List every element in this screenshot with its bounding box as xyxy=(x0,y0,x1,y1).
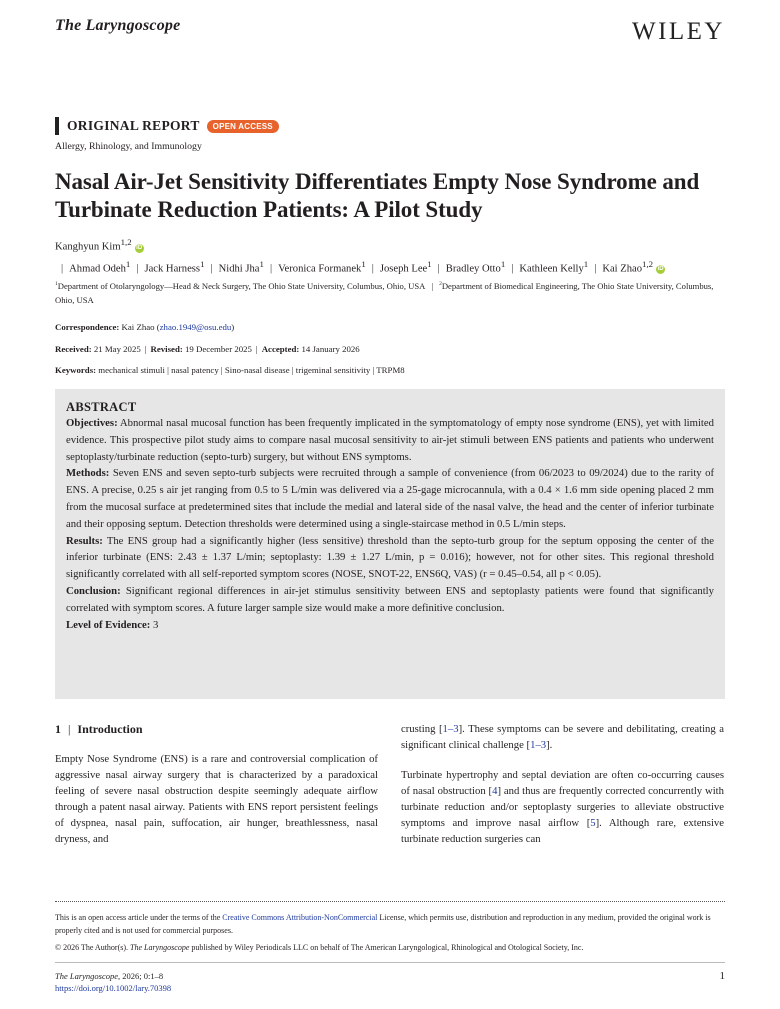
section-title: Introduction xyxy=(77,722,143,736)
license-link[interactable]: Creative Commons Attribution-NonCommercial xyxy=(222,913,378,922)
author-affiliation: 1 xyxy=(583,258,589,269)
body-text: Turbinate hypertrophy and septal deviation are often co-occurring causes of nasal obstruction [ xyxy=(401,769,724,797)
abstract-conclusion xyxy=(66,583,714,617)
article-title: Nasal Air-Jet Sensitivity Differentiates Empty Nose Syndrome and Turbinate Reduction Patients: A Pilot Study xyxy=(55,169,700,222)
methods-label: Methods: xyxy=(66,467,110,480)
article-type-label: ORIGINAL REPORT xyxy=(67,118,200,133)
received-label: Received: xyxy=(55,344,92,354)
body-text: ] and thus are frequently corrected concurrently with turbinate reduction and/or septoplasty surgeries to alleviate obstructive symptoms and improve nasal airflow [ xyxy=(401,785,724,829)
section-number: 1 xyxy=(55,722,61,736)
license-text: License, which permits use, distribution and reproduction in any medium, provided the original work is properly cited and is not used for commercial purposes. xyxy=(55,913,711,935)
abstract-objectives xyxy=(66,415,714,465)
keywords-value: mechanical stimuli | nasal patency | Sino-nasal disease | trigeminal sensitivity | TRPM8 xyxy=(98,365,405,375)
author-separator: | xyxy=(269,263,273,275)
author-name[interactable]: Veronica Formanek xyxy=(278,263,362,275)
author-name[interactable]: Nidhi Jha xyxy=(218,263,260,275)
body-paragraph xyxy=(401,767,724,847)
level-value: 3 xyxy=(152,618,159,631)
conclusion-text: Significant regional differences in air-jet stimulus sensitivity between ENS and septoplasty patients were found that significantly correlated with symptom scores. A future larger sample size would make a more definitive conclusion. xyxy=(66,584,714,614)
received-date: 21 May 2025 xyxy=(93,344,141,354)
author-name[interactable]: Joseph Lee xyxy=(379,263,428,275)
bottom-divider xyxy=(55,962,725,963)
author-name[interactable]: Bradley Otto xyxy=(445,263,501,275)
affiliation-2: Department of Biomedical Engineering, The Ohio State University, Columbus, Ohio, USA xyxy=(55,280,714,305)
reference-link[interactable]: 1–3 xyxy=(442,723,459,735)
affiliation-number: 1 xyxy=(55,281,58,287)
affiliation-number: 2 xyxy=(439,281,442,287)
author-separator: | xyxy=(511,263,514,275)
body-paragraph: Empty Nose Syndrome (ENS) is a rare and controversial complication of aggressive nasal airway surgery that is characterized by a paradoxical feeling of severe nasal obstruction despite seemingly adequate airflow through a patent nasal airway. Patients with ENS report persistent feelings of dyspnea, nasal pain, suffocation, air hunger, breathlessness, nasal dryness, and xyxy=(55,753,378,845)
correspondence xyxy=(55,322,234,332)
author-affiliation: 1 xyxy=(361,258,366,269)
author-name[interactable]: Jack Harness xyxy=(144,263,201,275)
body-text: crusting [ xyxy=(401,723,443,735)
journal-name: The Laryngoscope xyxy=(55,17,181,34)
revised-label: Revised: xyxy=(150,344,183,354)
author-separator: | xyxy=(371,263,374,275)
author-separator: | xyxy=(437,263,440,275)
accent-bar xyxy=(55,117,59,135)
author-affiliation: 1 xyxy=(427,258,432,269)
affiliation-1: Department of Otolaryngology—Head & Neck Surgery, The Ohio State University, Columbus, Ohio, USA xyxy=(57,280,426,291)
citation-journal: The Laryngoscope, xyxy=(55,971,121,981)
author-affiliation: 1 xyxy=(259,258,264,269)
author-name[interactable]: Kathleen Kelly xyxy=(519,263,584,275)
keywords-label: Keywords: xyxy=(55,365,97,375)
correspondence-email-link[interactable]: zhao.1949@osu.edu xyxy=(159,322,232,332)
accepted-label: Accepted: xyxy=(261,344,300,354)
citation-volume: 2026; 0:1–8 xyxy=(120,971,164,981)
author-affiliation: 1 xyxy=(125,258,131,269)
revised-date: 19 December 2025 xyxy=(184,344,252,354)
results-text: The ENS group had a significantly higher (less sensitive) threshold than the septo-turb group for the septum opposing the center of the inferior turbinate (ENS: 2.43 ± 1.37 L/min; septoplasty: 1.39 ± 1.27 L/min, p = 0.016); however, not for other sites. This regional threshold significantly correlated with all self-reported symptom scores (NOSE, SNOT-22, ENS6Q, VAS) (r = 0.45–0.54, all p < 0.05). xyxy=(66,534,714,581)
affiliations: $^1$Department of Otolaryngology—Head & Neck Surgery, The Ohio State University, Columbus, Ohio, USA | $^2$Department of Biomedical Engineering, The Ohio State University, Columbus, Ohio, USA xyxy=(55,280,714,305)
author-affiliation: 1 xyxy=(500,258,506,269)
author-separator: | xyxy=(61,263,64,275)
author-separator: | xyxy=(210,263,213,275)
copyright-note xyxy=(55,941,725,954)
author-name[interactable]: Kai Zhao xyxy=(602,263,643,275)
citation-block xyxy=(55,970,171,994)
body-text: ]. Although rare, extensive turbinate reduction surgeries can xyxy=(401,817,724,845)
author-affiliation: 1 xyxy=(200,258,205,269)
reference-link[interactable]: 1–3 xyxy=(530,739,547,751)
author-name[interactable]: Ahmad Odeh xyxy=(69,263,126,275)
author-separator: | xyxy=(136,263,139,275)
body-column-left xyxy=(55,721,378,847)
section-heading: 1 | Introduction xyxy=(55,722,143,736)
correspondence-name: Kai Zhao ( xyxy=(121,322,160,332)
body-text: ]. xyxy=(546,739,553,751)
article-dates: Received: 21 May 2025 | Revised: 19 December 2025 | Accepted: 14 January 2026 xyxy=(55,344,360,354)
correspondence-label: Correspondence: xyxy=(55,322,120,332)
footer-divider xyxy=(55,901,725,902)
page-number: 1 xyxy=(719,970,725,982)
objectives-text: Abnormal nasal mucosal function has been frequently implicated in the symptomatology of empty nose syndrome (ENS), yet with limited evidence. This prospective pilot study aims to compare nasal mucosal sensitivity to air-jet stimuli between ENS patients and patients who underwent septoplasty/turbinate reduction (septo-turb) surgery, but without ENS symptoms. xyxy=(66,417,714,463)
abstract-methods xyxy=(66,465,714,532)
copyright-journal: The Laryngoscope xyxy=(130,943,190,952)
publisher-logo: WILEY xyxy=(631,18,725,45)
keywords xyxy=(55,365,405,375)
author-affiliation: 1,2 xyxy=(642,258,654,269)
results-label: Results: xyxy=(66,534,103,547)
accepted-date: 14 January 2026 xyxy=(301,344,360,354)
methods-text: Seven ENS and seven septo-turb subjects were recruited through a sample of convenience (from 06/2023 to 09/2024) due to the rarity of ENS. A precise, 0.25 s air jet ranging from 0.5 to 5 L/min was delivered via a 25-gage microcannula, with a 0.4 × 1.6 mm side opening placed 2 mm from the mucosal surface at predetermined sites that include the medial and lateral side of the nasal valve, the head and the center of inferior turbinate and their opposing septum. Detection thresholds were determined using a single-staircase method in 0.5 L/min steps. xyxy=(66,467,715,530)
body-paragraph xyxy=(401,721,724,753)
abstract-box xyxy=(55,389,725,699)
copyright-text: © 2026 The Author(s). xyxy=(55,943,131,952)
license-text: This is an open access article under the terms of the xyxy=(55,913,223,922)
level-label: Level of Evidence: xyxy=(66,618,151,631)
conclusion-label: Conclusion: xyxy=(66,584,121,597)
abstract-results xyxy=(66,533,714,583)
author-separator: | xyxy=(594,263,597,275)
objectives-label: Objectives: xyxy=(66,417,118,429)
copyright-text: published by Wiley Periodicals LLC on behalf of The American Laryngological, Rhinological and Otological Society, Inc. xyxy=(189,943,584,952)
license-note xyxy=(55,911,725,937)
article-section: Allergy, Rhinology, and Immunology xyxy=(55,141,202,152)
reference-link[interactable]: 4 xyxy=(492,785,498,797)
body-text: ]. These symptoms can be severe and debilitating, creating a significant clinical challenge [ xyxy=(401,723,724,751)
reference-link[interactable]: 5 xyxy=(590,817,596,829)
abstract-level xyxy=(66,617,714,634)
author-list xyxy=(55,234,725,277)
open-access-badge: OPEN ACCESS xyxy=(207,120,279,133)
correspondence-close: ) xyxy=(231,322,235,332)
orcid-icon[interactable]: iD xyxy=(136,244,143,251)
body-column-right xyxy=(401,721,724,847)
abstract-heading: ABSTRACT xyxy=(66,400,137,414)
author-affiliation: 1,2 xyxy=(120,237,132,247)
orcid-icon[interactable]: iD xyxy=(657,266,664,273)
author-name[interactable]: Kanghyun Kim xyxy=(55,241,121,253)
doi-link[interactable]: https://doi.org/10.1002/lary.70398 xyxy=(55,983,172,993)
article-type-row xyxy=(55,117,279,135)
